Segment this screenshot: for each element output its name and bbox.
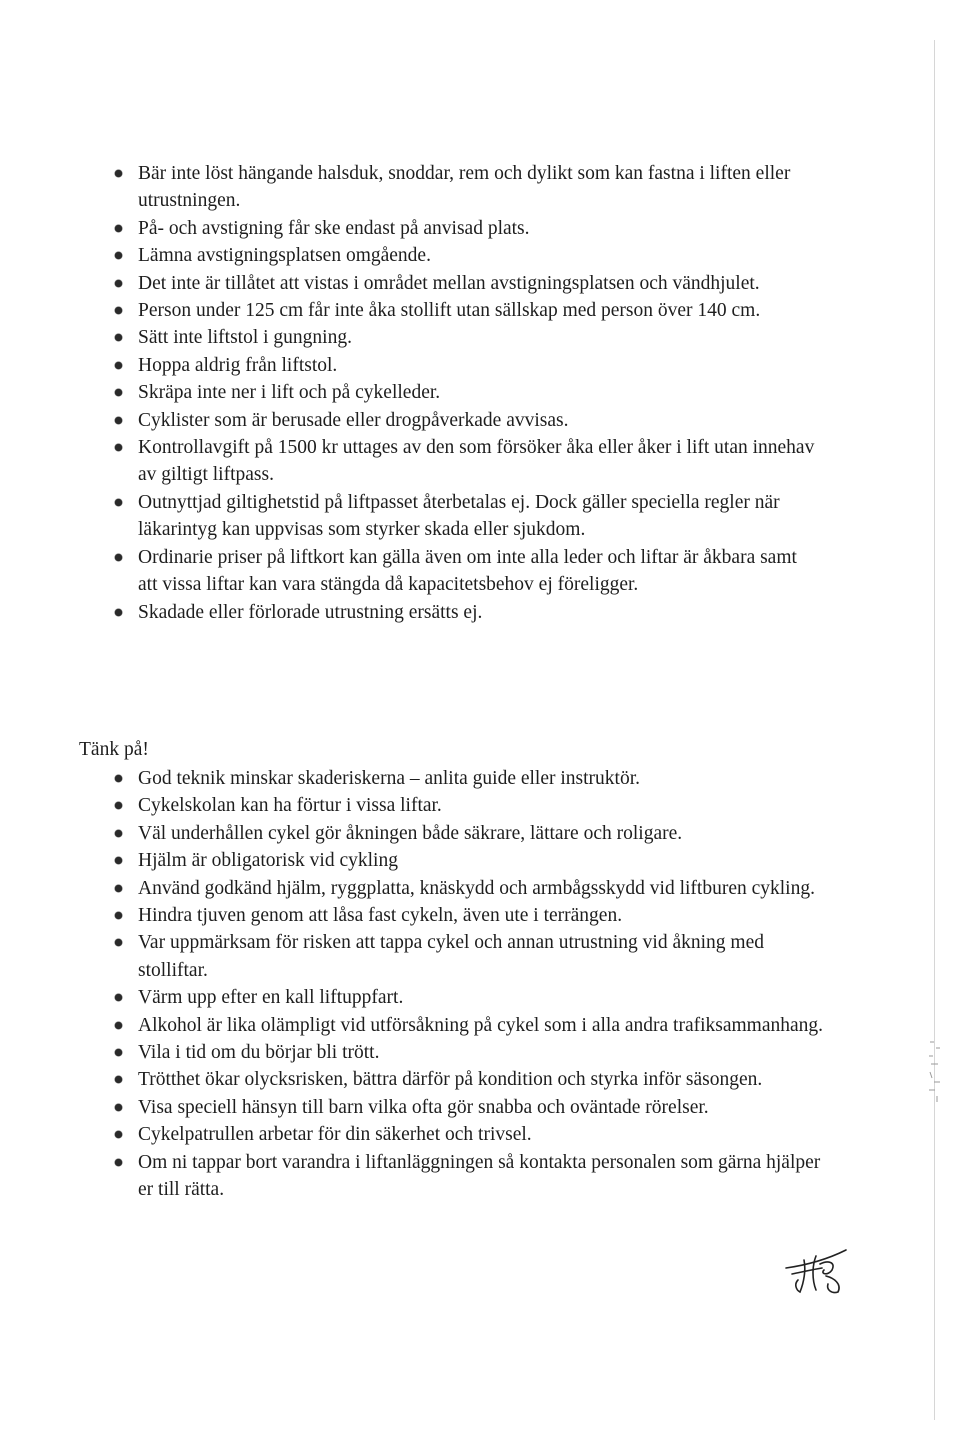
bullet-icon	[115, 362, 122, 369]
rule-item	[138, 379, 818, 406]
rule-item-text: Skräpa inte ner i lift och på cykelleder.	[138, 382, 441, 404]
rule-item-text: På- och avstigning får ske endast på anvisad plats.	[138, 217, 530, 239]
rule-item-text: Sätt inte liftstol i gungning.	[138, 327, 352, 349]
tips-list	[138, 765, 828, 1204]
rule-item	[138, 270, 818, 297]
tip-item-text: Cykelskolan kan ha förtur i vissa liftar.	[138, 795, 442, 817]
rule-item	[138, 489, 818, 544]
bullet-icon	[115, 1131, 122, 1138]
tip-item	[138, 847, 828, 874]
rule-item	[138, 352, 818, 379]
rule-item-text: Person under 125 cm får inte åka stollift utan sällskap med person över 140 cm.	[138, 300, 761, 322]
rule-item-text: Cyklister som är berusade eller drogpåverkade avvisas.	[138, 409, 569, 431]
bullet-icon	[115, 885, 122, 892]
signature-initials	[782, 1240, 852, 1296]
tip-item	[138, 1121, 828, 1148]
rule-item-text: Skadade eller förlorade utrustning ersätts ej.	[138, 601, 483, 623]
rule-item-text: Ordinarie priser på liftkort kan gälla även om inte alla leder och liftar är åkbara samt att vissa liftar kan vara stängda då kapacitetsbehov ej föreligger.	[138, 546, 797, 596]
tip-item-text: Visa speciell hänsyn till barn vilka ofta gör snabba och oväntade rörelser.	[138, 1096, 709, 1118]
rule-item	[138, 599, 818, 626]
tip-item-text: Om ni tappar bort varandra i liftanläggningen så kontakta personalen som gärna hjälper er till rätta.	[138, 1151, 821, 1201]
bullet-icon	[115, 444, 122, 451]
bullet-icon	[115, 280, 122, 287]
bullet-icon	[115, 554, 122, 561]
tip-item-text: Hjälm är obligatorisk vid cykling	[138, 850, 398, 872]
tip-item	[138, 765, 828, 792]
tip-item-text: God teknik minskar skaderiskerna – anlita guide eller instruktör.	[138, 768, 641, 789]
rule-item-text: Hoppa aldrig från liftstol.	[138, 354, 338, 376]
bullet-icon	[115, 912, 122, 919]
bullet-icon	[115, 830, 122, 837]
tip-item	[138, 1039, 828, 1066]
tip-item	[138, 820, 828, 847]
rule-item	[138, 407, 818, 434]
rule-item	[138, 434, 818, 489]
bullet-icon	[115, 1049, 122, 1056]
tip-item-text: Alkohol är lika olämpligt vid utförsåkning på cykel som i alla andra trafiksammanhang.	[138, 1014, 824, 1036]
bullet-icon	[115, 1104, 122, 1111]
scan-artifact	[928, 1038, 942, 1108]
rule-item	[138, 544, 818, 599]
tip-item	[138, 1094, 828, 1121]
bullet-icon	[115, 499, 122, 506]
page-edge-line	[934, 40, 935, 1420]
tip-item-text: Trötthet ökar olycksrisken, bättra därför på kondition och styrka inför säsongen.	[138, 1069, 763, 1091]
bullet-icon	[115, 417, 122, 424]
bullet-icon	[115, 994, 122, 1001]
bullet-icon	[115, 802, 122, 809]
tip-item-text: Värm upp efter en kall liftuppfart.	[138, 987, 404, 1009]
bullet-icon	[115, 1159, 122, 1166]
bullet-icon	[115, 170, 122, 177]
bullet-icon	[115, 225, 122, 232]
rule-item	[138, 242, 818, 269]
bullet-icon	[115, 252, 122, 259]
section-heading: Tänk på!	[79, 739, 149, 760]
bullet-icon	[115, 857, 122, 864]
rule-item-text: Det inte är tillåtet att vistas i området mellan avstigningsplatsen och vändhjulet.	[138, 272, 760, 294]
tip-item	[138, 1066, 828, 1093]
bullet-icon	[115, 939, 122, 946]
tip-item	[138, 1012, 828, 1039]
rule-item	[138, 215, 818, 242]
rule-item-text: Outnyttjad giltighetstid på liftpasset återbetalas ej. Dock gäller speciella regler när läkarintyg kan uppvisas som styrker skada eller sjukdom.	[138, 491, 780, 541]
tip-item-text: Vila i tid om du börjar bli trött.	[138, 1042, 380, 1064]
tip-item	[138, 792, 828, 819]
rule-item	[138, 297, 818, 324]
tip-item	[138, 929, 828, 984]
tip-item-text: Var uppmärksam för risken att tappa cykel och annan utrustning vid åkning med stolliftar.	[138, 932, 764, 981]
tip-item	[138, 875, 828, 902]
bullet-icon	[115, 1076, 122, 1083]
tip-item-text: Använd godkänd hjälm, ryggplatta, knäskydd och armbågsskydd vid liftburen cykling.	[138, 877, 815, 899]
rule-item-text: Bär inte löst hängande halsduk, snoddar, rem och dylikt som kan fastna i liften eller utrustningen.	[138, 163, 791, 212]
bullet-icon	[115, 389, 122, 396]
tip-item	[138, 984, 828, 1011]
rule-item	[138, 324, 818, 351]
tip-item-text: Hindra tjuven genom att låsa fast cykeln, även ute i terrängen.	[138, 905, 623, 927]
rule-item	[138, 160, 818, 215]
rules-list	[138, 160, 818, 626]
bullet-icon	[115, 307, 122, 314]
bullet-icon	[115, 334, 122, 341]
bullet-icon	[115, 775, 122, 782]
tip-item	[138, 902, 828, 929]
rule-item-text: Kontrollavgift på 1500 kr uttages av den som försöker åka eller åker i lift utan innehav av giltigt liftpass.	[138, 437, 815, 486]
rule-item-text: Lämna avstigningsplatsen omgående.	[138, 245, 431, 267]
tip-item-text: Väl underhållen cykel gör åkningen både säkrare, lättare och roligare.	[138, 822, 683, 844]
tip-item-text: Cykelpatrullen arbetar för din säkerhet och trivsel.	[138, 1124, 532, 1146]
bullet-icon	[115, 609, 122, 616]
bullet-icon	[115, 1022, 122, 1029]
tip-item	[138, 1149, 828, 1204]
